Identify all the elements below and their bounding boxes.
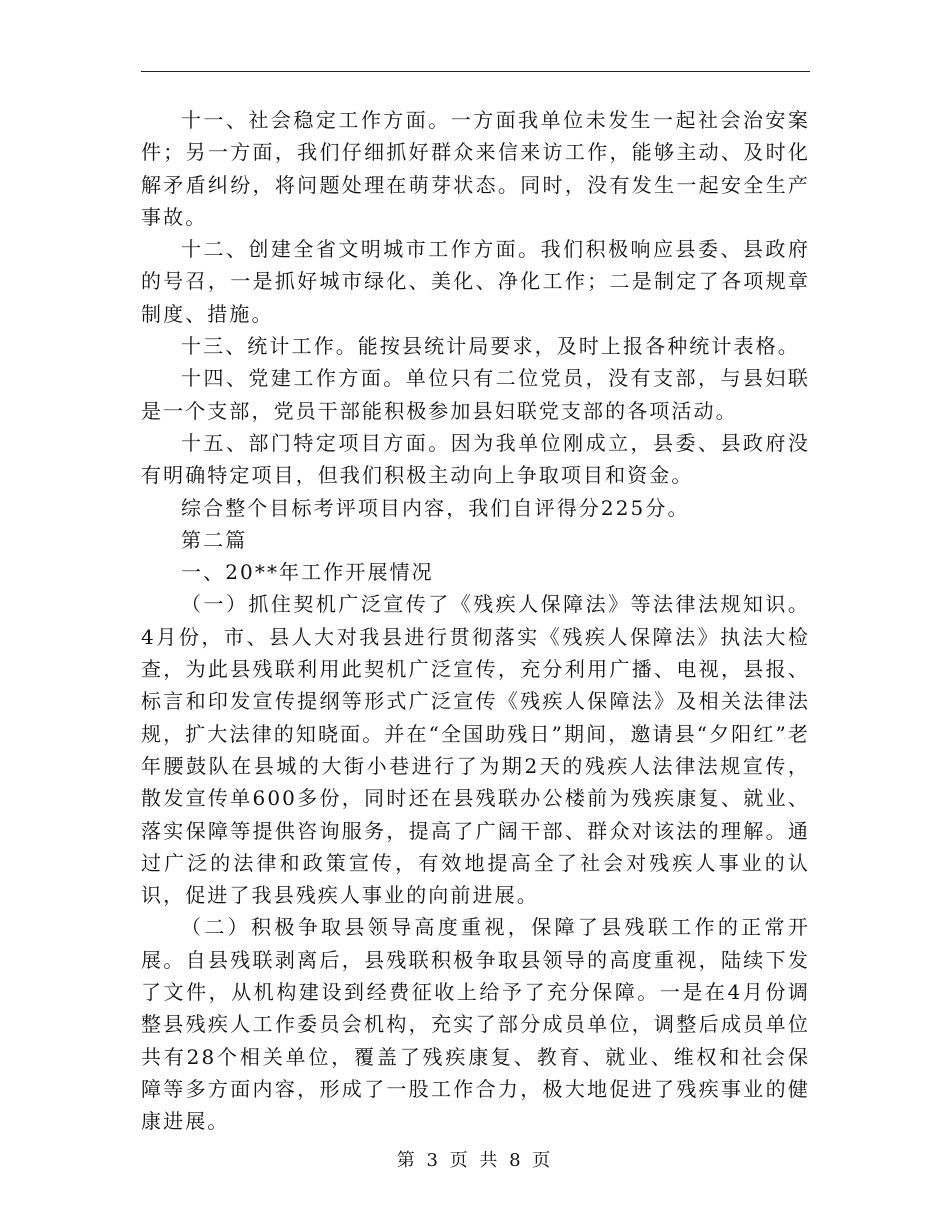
header-rule: [141, 71, 810, 72]
section-heading-part-two: 第二篇: [181, 527, 248, 552]
paragraph-leadership-support: （二）积极争取县领导高度重视，保障了县残联工作的正常开展。自县残联剥离后，县残联积极争取县领导的高度重视，陆续下发了文件，从机构建设到经费征收上给予了充分保障。一是在4月份调整县残疾人工作委员会机构，充实了部分成员单位，调整后成员单位共有28个相关单位，覆盖了残疾康复、教育、就业、维权和社会保障等多方面内容，形成了一股工作合力，极大地促进了残疾事业的健康进展。: [141, 915, 810, 1134]
paragraph-law-publicity: （一）抓住契机广泛宣传了《残疾人保障法》等法律法规知识。4月份，市、县人大对我县进行贯彻落实《残疾人保障法》执法大检查，为此县残联利用此契机广泛宣传，充分利用广播、电视，县报、标言和印发宣传提纲等形式广泛宣传《残疾人保障法》及相关法律法规，扩大法律的知晓面。并在“全国助残日”期间，邀请县“夕阳红”老年腰鼓队在县城的大街小巷进行了为期2天的残疾人法律法规宣传，散发宣传单600多份，同时还在县残联办公楼前为残疾康复、就业、落实保障等提供咨询服务，提高了广阔干部、群众对该法的理解。通过广泛的法律和政策宣传，有效地提高全了社会对残疾人事业的认识，促进了我县残疾人事业的向前进展。: [141, 592, 810, 908]
paragraph-party-building: 十四、党建工作方面。单位只有二位党员，没有支部，与县妇联是一个支部，党员干部能积极参加县妇联党支部的各项活动。: [141, 366, 810, 423]
page-number-footer: 第 3 页 共 8 页: [396, 1150, 554, 1171]
paragraph-self-score: 综合整个目标考评项目内容，我们自评得分225分。: [181, 495, 690, 520]
paragraph-social-stability: 十一、社会稳定工作方面。一方面我单位未发生一起社会治安案件；另一方面，我们仔细抓好群众来信来访工作，能够主动、及时化解矛盾纠纷，将问题处理在萌芽状态。同时，没有发生一起安全生产事故。: [141, 108, 810, 229]
paragraph-civilized-city: 十二、创建全省文明城市工作方面。我们积极响应县委、县政府的号召，一是抓好城市绿化、美化、净化工作；二是制定了各项规章制度、措施。: [141, 237, 810, 326]
section-heading-work-progress: 一、20**年工作开展情况: [181, 560, 434, 585]
paragraph-special-projects: 十五、部门特定项目方面。因为我单位刚成立，县委、县政府没有明确特定项目，但我们积极主动向上争取项目和资金。: [141, 430, 810, 488]
paragraph-statistics: 十三、统计工作。能按县统计局要求，及时上报各种统计表格。: [181, 334, 800, 359]
document-body: [141, 104, 810, 1138]
